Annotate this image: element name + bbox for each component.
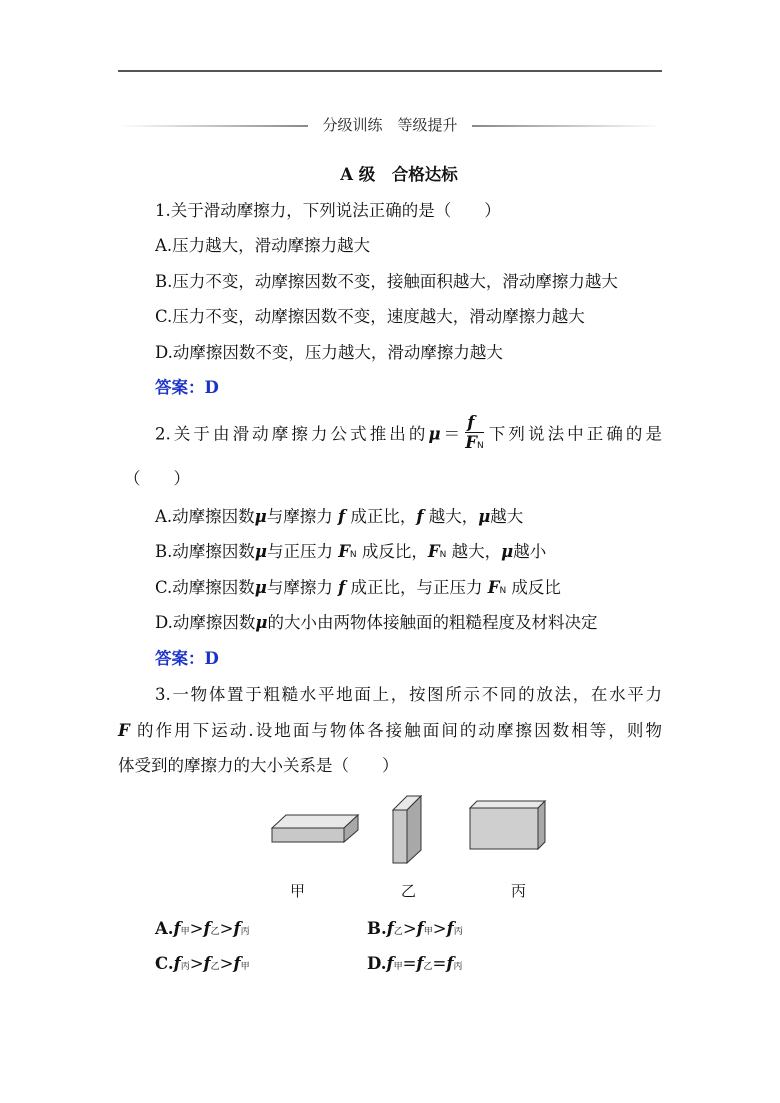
q2-stem-post: 下列说法中正确的是 <box>485 424 663 444</box>
formula-fraction <box>465 414 483 456</box>
q2-option-a: A.动摩擦因数μ与摩擦力 f 成正比，f 越大，μ越大 <box>155 507 524 526</box>
q3-line-3: 体受到的摩擦力的大小关系是（ ） <box>118 756 399 775</box>
q2-option-d: D.动摩擦因数μ的大小由两物体接触面的粗糙程度及材料决定 <box>155 613 598 632</box>
block-jia <box>272 815 358 842</box>
figure-label-yi: 乙 <box>401 882 417 900</box>
q1-stem <box>155 200 501 222</box>
header-rule-right <box>472 125 662 127</box>
figure-label-jia: 甲 <box>290 882 306 900</box>
mu-symbol: μ <box>428 424 441 444</box>
block-bing <box>470 801 545 849</box>
q2-answer: 答案：D <box>155 649 219 668</box>
block-yi <box>393 796 421 863</box>
q2-stem <box>155 414 662 456</box>
q3-line-1: 3.一物体置于粗糙水平地面上，按图所示不同的放法，在水平力 <box>155 685 662 704</box>
q3-option-d: D.f甲=f乙=f丙 <box>367 954 463 973</box>
q2-option-b: B.动摩擦因数μ与正压力 FN 成反比，FN 越大，μ越小 <box>155 542 547 561</box>
q1-option-a: A.压力越大，滑动摩擦力越大 <box>155 236 371 255</box>
q1-option-b: B.压力不变，动摩擦因数不变，接触面积越大，滑动摩擦力越大 <box>155 272 618 291</box>
figure-label-bing: 丙 <box>511 882 527 900</box>
fraction-denominator: F <box>465 433 477 452</box>
q3-line-2: F 的作用下运动.设地面与物体各接触面间的动摩擦因数相等，则物 <box>118 721 662 740</box>
q3-option-c: C.f丙>f乙>f甲 <box>155 954 250 973</box>
block-figure <box>262 786 552 870</box>
q2-paren: （ ） <box>124 469 190 488</box>
q2-option-c: C.动摩擦因数μ与摩擦力 f 成正比，与正压力 FN 成反比 <box>155 578 561 597</box>
fraction-denominator-sub: N <box>476 441 484 451</box>
section-header <box>118 114 662 136</box>
q3-option-b: B.f乙>f甲>f丙 <box>367 919 463 938</box>
q3-option-a: A.f甲>f乙>f丙 <box>155 919 250 938</box>
force-symbol: F <box>118 721 130 740</box>
fraction-numerator: f <box>465 414 483 433</box>
equals-sign: ＝ <box>440 424 464 444</box>
q1-option-d: D.动摩擦因数不变，压力越大，滑动摩擦力越大 <box>155 343 503 362</box>
section-title: 分级训练 等级提升 <box>322 116 458 134</box>
q1-option-c: C.压力不变，动摩擦因数不变，速度越大，滑动摩擦力越大 <box>155 307 585 326</box>
level-title: A 级 合格达标 <box>340 165 458 184</box>
q1-stem-text: 1.关于滑动摩擦力，下列说法正确的是（ ） <box>155 201 501 220</box>
q1-answer: 答案：D <box>155 378 219 397</box>
top-rule <box>118 70 662 72</box>
q2-stem-pre: 2.关于由滑动摩擦力公式推出的 <box>155 424 429 444</box>
